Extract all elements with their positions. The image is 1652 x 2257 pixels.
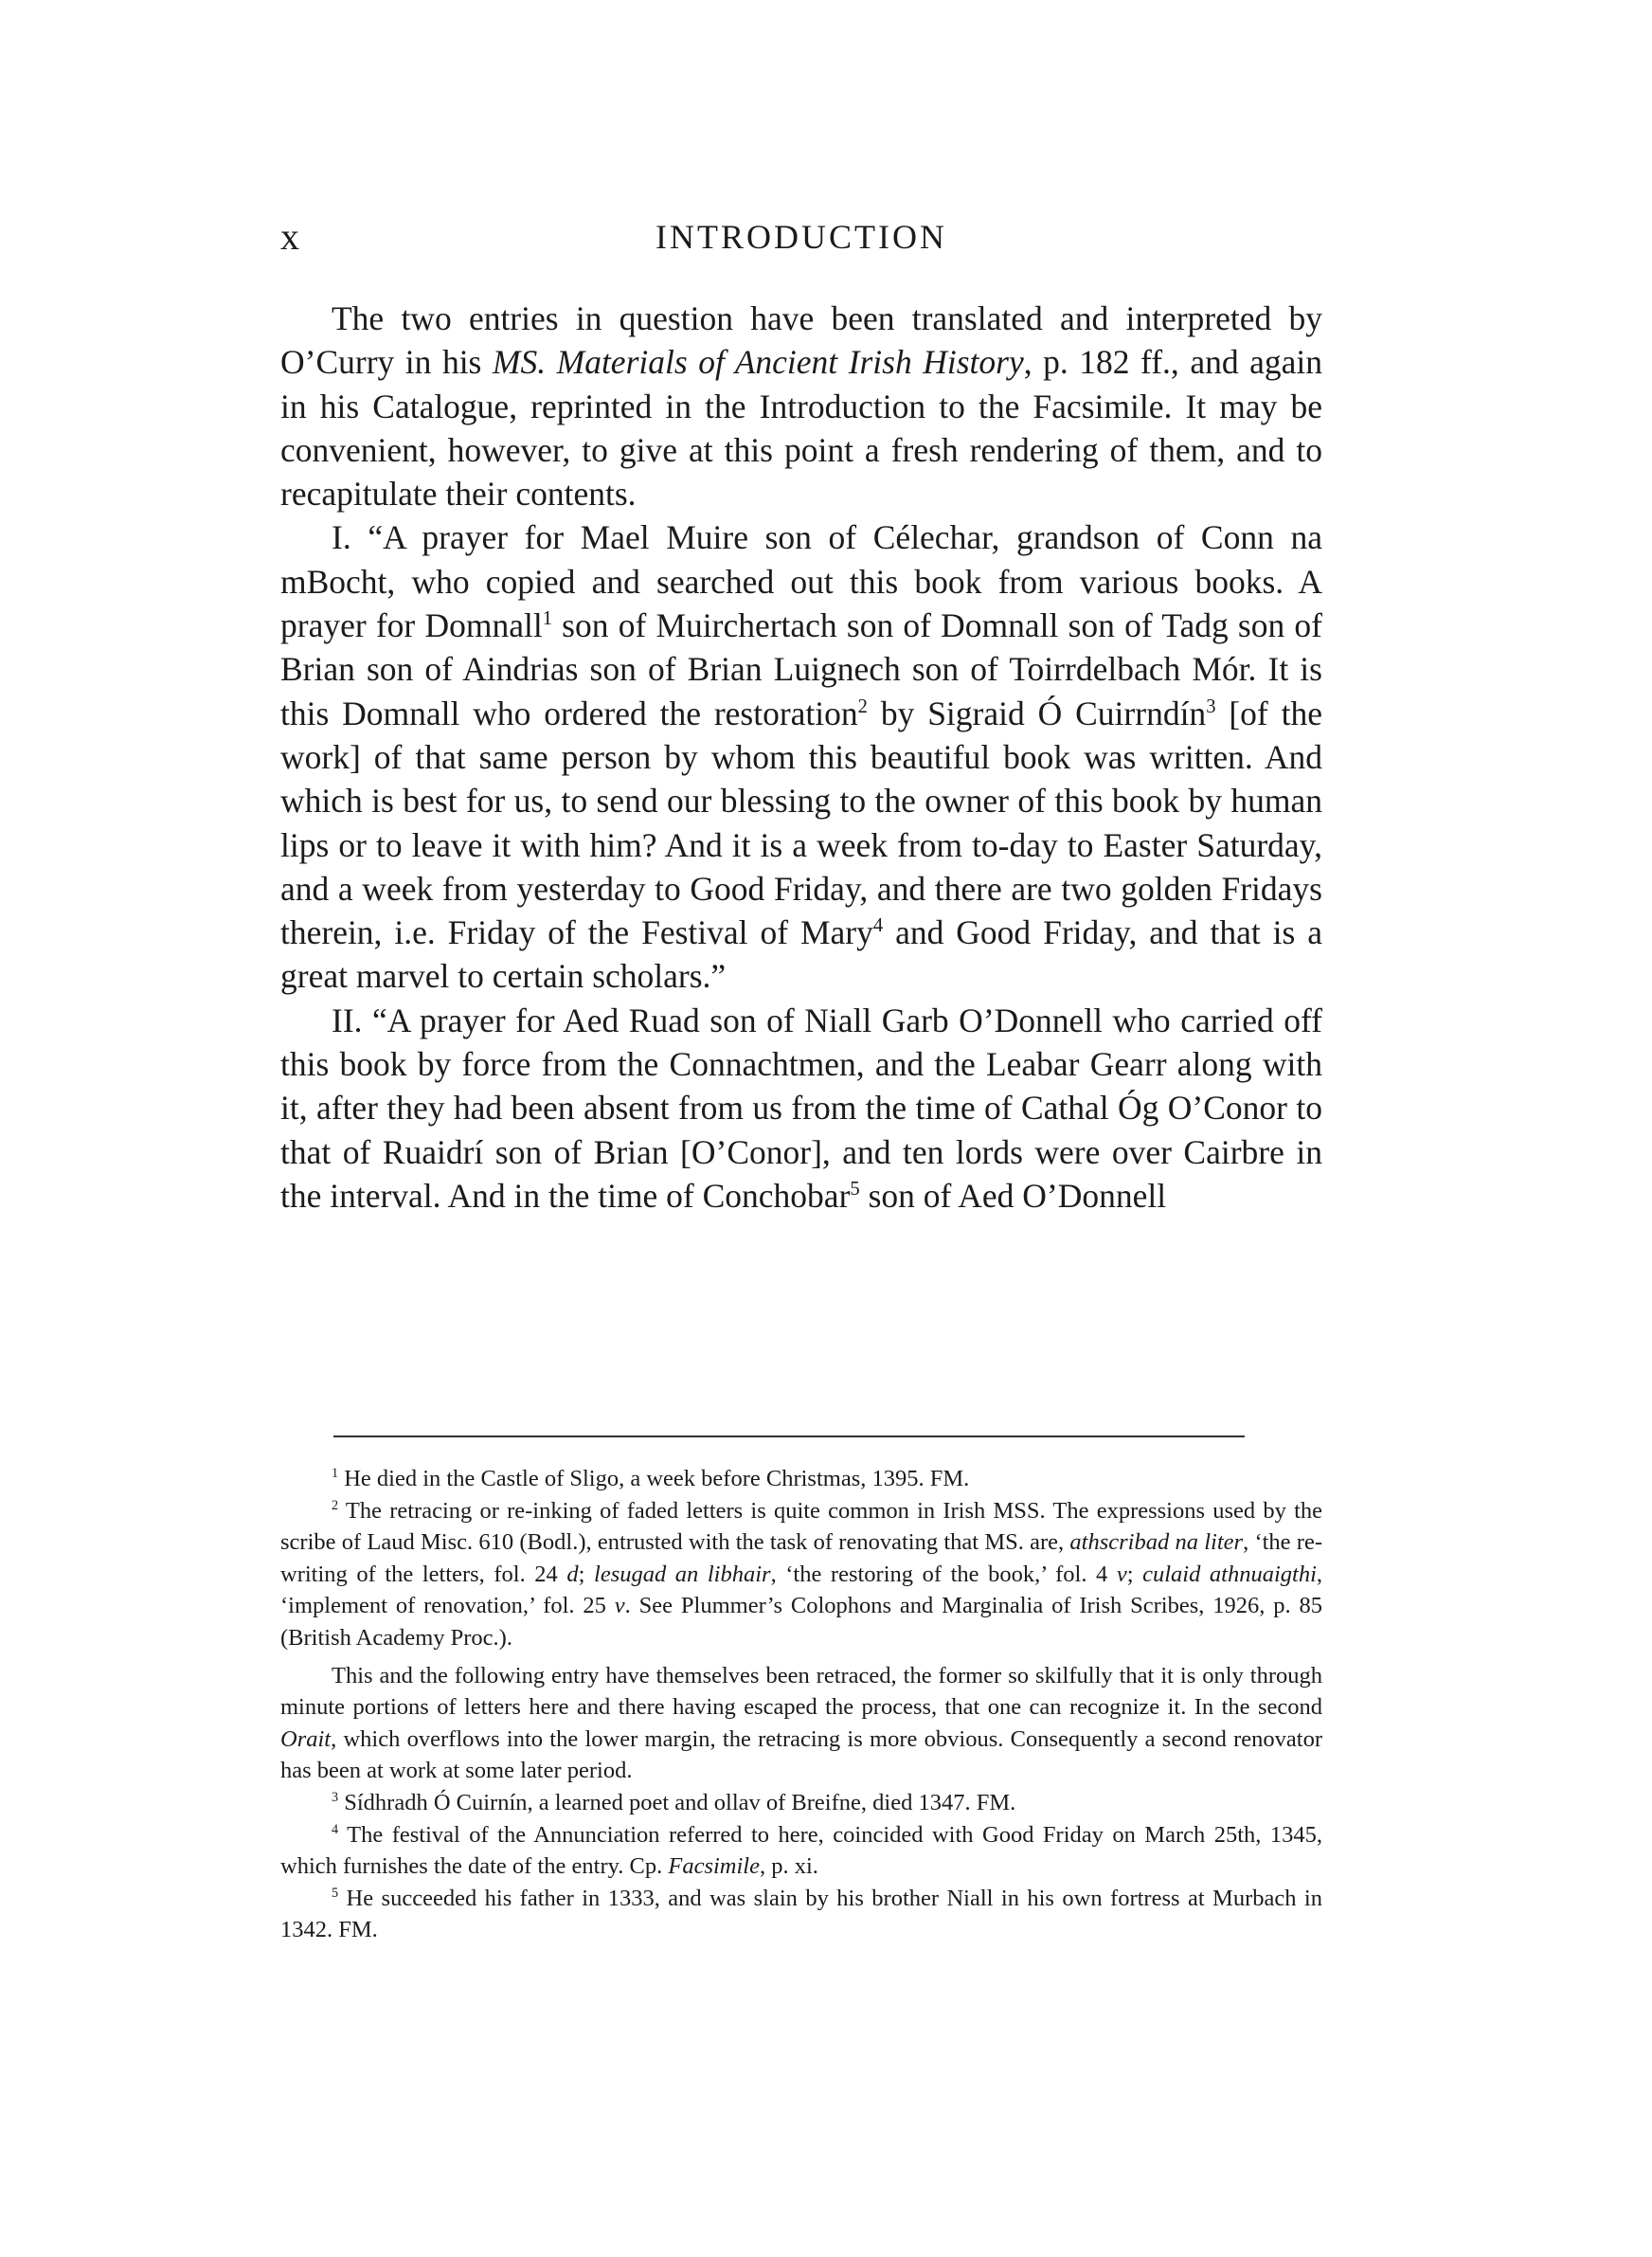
page-header xyxy=(280,210,1322,263)
footnote-divider xyxy=(333,1435,1245,1437)
footnote-ref-5[interactable]: 5 xyxy=(850,1179,860,1201)
footnote-3: $^3$ Sídhradh Ó Cuirnín, a learned poet and ollav of Breifne, died 1347. FM. xyxy=(332,1789,1016,1815)
footnote-5: $^5$ He succeeded his father in 1333, and was slain by his brother Niall in his own fortress at Murbach in 1342. FM. xyxy=(280,1885,1322,1943)
paragraph-intro: The two entries in question have been translated and interpreted by O’Curry in his MS. Materials of Ancient Irish History, p. 182 ff., and again in his Catalogue, reprinted in the Introduction to the Facsimile. It may be convenient, however, to give at this point a fresh rendering of them, and to recapitulate their contents. xyxy=(280,299,1322,514)
footnote-2-continued: This and the following entry have themselves been retraced, the former so skilfully that it is only through minute portions of letters here and there having escaped the process, that one can recognize it. In the second Orait, which overflows into the lower margin, the retracing is more obvious. Consequently a second renovator has been at work at some later period. xyxy=(280,1662,1322,1784)
footnote-ref-4[interactable]: 4 xyxy=(872,915,884,937)
cited-title: MS. Materials of Ancient Irish History xyxy=(492,343,1024,382)
footnote-2: $^2$ The retracing or re-inking of faded letters is quite common in Irish MSS. The expressions used by the scribe of Laud Misc. 610 (Bodl.), entrusted with the task of renovating that MS. are, athscribad na liter, ‘the re-writing of the letters, fol. 24 d; lesugad an libhair, ‘the restoring of the book,’ fol. 4 v; culaid athnuaigthi, ‘implement of renovation,’ fol. 25 v. See Plummer’s Colophons and Marginalia of Irish Scribes, 1926, p. 85 (British Academy Proc.). xyxy=(280,1497,1323,1651)
page-number: x xyxy=(280,215,299,258)
paragraph-entry-one: I. “A prayer for Mael Muire son of Célechar, grandson of Conn na mBocht, who copied and searched out this book from various books. A prayer for Domnall$^1$ son of Muirchertach son of Domnall son of Tadg son of Brian son of Aindrias son of Brian Luignech son of Toirrdelbach Mór. It is this Domnall who ordered the restoration$^2$ by Sigraid Ó Cuirrndín$^3$ [of the work] of that same person by whom this beautiful book was written. And which is best for us, to send our blessing to the owner of this book by human lips or to leave it with him? And it is a week from to-day to Easter Saturday, and a week from yesterday to Good Friday, and there are two golden Fridays therein, i.e. Friday of the Festival of Mary$^4$ and Good Friday, and that is a great marvel to certain scholars.” xyxy=(280,518,1323,996)
footnote-ref-2[interactable]: 2 xyxy=(857,695,868,717)
running-head: INTRODUCTION xyxy=(655,218,947,256)
paragraph-entry-two: II. “A prayer for Aed Ruad son of Niall Garb O’Donnell who carried off this book by force from the Connachtmen, and the Leabar Gearr along with it, after they had been absent from us from the time of Cathal Óg O’Conor to that of Ruaidrí son of Brian [O’Conor], and ten lords were over Cairbre in the interval. And in the time of Conchobar$^5$ son of Aed O’Donnell xyxy=(280,1001,1322,1215)
footnote-ref-1[interactable]: 1 xyxy=(542,608,552,630)
footnote-ref-3[interactable]: 3 xyxy=(1206,695,1216,717)
footnote-1: $^1$ He died in the Castle of Sligo, a week before Christmas, 1395. FM. xyxy=(332,1465,970,1491)
footnote-4: $^4$ The festival of the Annunciation referred to here, coincided with Good Friday on March 25th, 1345, which furnishes the date of the entry. Cp. Facsimile, p. xi. xyxy=(280,1821,1322,1880)
footnotes xyxy=(280,1463,1322,1946)
main-text xyxy=(280,297,1322,1218)
